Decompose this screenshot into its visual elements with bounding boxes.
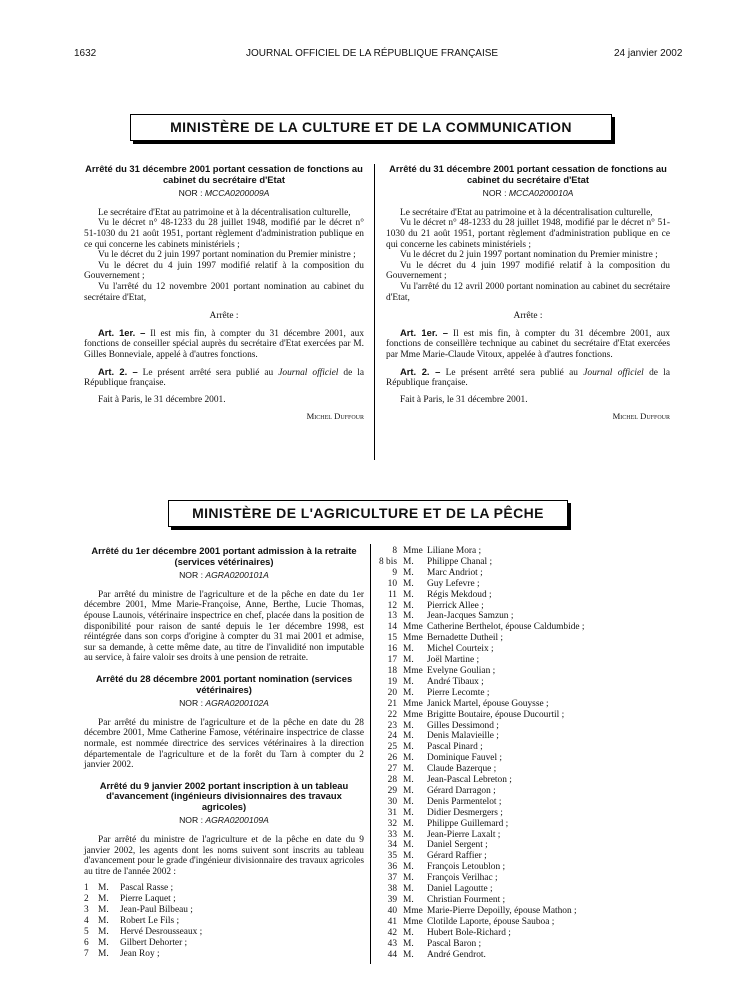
list-item-civility: M.: [403, 731, 414, 742]
list-item-name: Daniel Lagoutte ;: [427, 884, 493, 895]
list-item-name: Gilbert Dehorter ;: [120, 937, 188, 948]
list-item-civility: M.: [403, 884, 414, 895]
list-item: [375, 742, 675, 753]
article-1: Art. 1er. – Il est mis fin, à compter du 31 décembre 2001, aux fonctions de conseiller spécial auprès du secrétaire d'Etat exercées par M. Gilles Bonneviale, appelé à d'autres fonctions.: [84, 326, 365, 360]
list-item-number: 14: [387, 622, 397, 633]
list-item-civility: M.: [403, 655, 414, 666]
list-item-number: 10: [387, 578, 397, 589]
paragraph: Vu l'arrêté du 12 novembre 2001 portant nomination au cabinet du secrétaire d'Etat,: [84, 281, 364, 303]
list-item-number: 30: [387, 796, 397, 807]
list-item-number: 18: [387, 665, 397, 676]
list-item-number: 29: [387, 785, 397, 796]
list-item-name: Denis Parmentelot ;: [427, 796, 502, 807]
list-item-number: 28: [387, 775, 397, 786]
list-item-civility: Mme: [403, 916, 423, 927]
list-item-number: 39: [387, 895, 397, 905]
list-item: [375, 862, 675, 873]
list-item-civility: M.: [403, 753, 414, 764]
paragraph: Vu le décret du 2 juin 1997 portant nomination du Premier ministre ;: [98, 250, 356, 261]
paragraph: Vu l'arrêté du 12 avril 2000 portant nomination au cabinet du secrétaire d'Etat,: [386, 281, 670, 303]
list-item-number: 15: [387, 633, 397, 644]
list-item-number: 27: [387, 764, 397, 775]
list-item-civility: M.: [403, 611, 414, 622]
nor-reference: NOR : MCCA0200010A: [482, 188, 574, 199]
list-item-civility: M.: [403, 895, 414, 905]
list-item-name: Christian Fourment ;: [427, 895, 506, 905]
list-item: [375, 579, 675, 590]
list-item: [375, 633, 675, 644]
list-item-number: 1: [84, 883, 89, 894]
list-item-civility: M.: [403, 829, 414, 840]
list-item: [375, 797, 675, 808]
decree-title: Arrêté du 31 décembre 2001 portant cessation de fonctions au cabinet du secrétaire d'Etat: [389, 163, 667, 185]
list-item: [84, 938, 364, 949]
paragraph: Le secrétaire d'Etat au patrimoine et à la décentralisation culturelle,: [400, 207, 653, 218]
decree-left: [84, 164, 364, 422]
list-item-civility: M.: [403, 818, 414, 829]
list-item-name: Pascal Pinard ;: [427, 742, 483, 753]
list-item-name: Didier Desmergers ;: [427, 807, 503, 818]
list-item-number: 36: [387, 862, 397, 873]
list-item-civility: M.: [98, 916, 109, 927]
list-item: [375, 568, 675, 579]
list-item-name: Brigitte Boutaire, épouse Ducourtil ;: [427, 709, 565, 720]
list-item-name: Liliane Mora ;: [427, 546, 482, 556]
list-item: [375, 644, 675, 655]
list-item-number: 33: [387, 829, 397, 840]
decree-title: Arrêté du 1er décembre 2001 portant admission à la retraite (services vétérinaires): [91, 545, 357, 567]
list-item-civility: M.: [403, 556, 414, 567]
column-divider: [374, 164, 375, 460]
list-item-number: 20: [387, 687, 397, 698]
list-item-name: Dominique Fauvel ;: [427, 753, 502, 764]
list-item-number: 23: [387, 720, 397, 731]
list-item-name: Guy Lefevre ;: [427, 578, 480, 589]
list-item: [375, 677, 675, 688]
list-item: [84, 883, 364, 894]
list-item: [375, 928, 675, 939]
list-item-civility: M.: [403, 600, 414, 611]
list-item-number: 12: [387, 600, 397, 611]
list-item-name: Jean-Pierre Laxalt ;: [427, 829, 501, 840]
paragraph: Vu le décret du 4 juin 1997 modifié relatif à la composition du Gouvernement ;: [386, 260, 670, 282]
list-item-name: André Gendrot.: [427, 949, 486, 960]
nor-reference: NOR : AGRA0200102A: [179, 698, 269, 709]
list-item-civility: M.: [403, 644, 414, 655]
list-item-name: Jean-Jacques Samzun ;: [427, 611, 514, 622]
list-item: [375, 775, 675, 786]
list-item-number: 25: [387, 742, 397, 753]
paragraph: Par arrêté du ministre de l'agriculture et de la pêche en date du 9 janvier 2002, les agents dont les noms suivent sont inscrits au tableau d'avancement pour le grade d'ingénieur divisionnaire des travaux agricoles au titre de l'année 2002 :: [84, 835, 364, 877]
list-item-civility: M.: [403, 775, 414, 786]
signature: Michel Duffour: [612, 411, 670, 422]
paragraph: Vu le décret n° 48-1233 du 28 juillet 1948, modifié par le décret n° 51-1030 du 21 août 1951, portant règlement d'administration publique en ce qui concerne les cabinets ministériels ;: [386, 218, 670, 250]
article-1: Art. 1er. – Il est mis fin, à compter du 31 décembre 2001, aux fonctions de conseillère technique au cabinet du secrétaire d'Etat exercées par Mme Marie-Claude Vitoux, appelée à d'autres fonctions.: [386, 326, 671, 360]
list-item: [375, 655, 675, 666]
list-item-number: 43: [387, 938, 397, 949]
list-item-name: Pascal Rasse ;: [120, 883, 174, 894]
list-item: [375, 808, 675, 819]
list-item-number: 26: [387, 753, 397, 764]
list-item: [84, 916, 364, 927]
nor-reference: NOR : AGRA0200109A: [179, 815, 269, 826]
list-item: [375, 764, 675, 775]
column-divider: [370, 544, 371, 964]
list-item-civility: Mme: [403, 546, 423, 556]
list-item-civility: M.: [403, 807, 414, 818]
list-item-number: 34: [387, 840, 397, 851]
list-item-civility: M.: [403, 578, 414, 589]
list-item-number: 8: [392, 546, 397, 556]
list-item-name: Joël Martine ;: [427, 655, 480, 666]
arrete-label: Arrête :: [513, 311, 543, 322]
agriculture-decrees: [84, 546, 364, 960]
promotion-list-left: [84, 883, 364, 959]
list-item-number: 31: [387, 807, 397, 818]
list-item-number: 2: [84, 894, 89, 905]
list-item-number: 19: [387, 676, 397, 687]
list-item-number: 35: [387, 851, 397, 862]
paragraph: Vu le décret du 4 juin 1997 modifié relatif à la composition du Gouvernement ;: [84, 260, 364, 282]
list-item-name: André Tibaux ;: [427, 676, 484, 687]
decree-title: Arrêté du 9 janvier 2002 portant inscription à un tableau d'avancement (ingénieurs divisionnaires des travaux agricoles): [99, 779, 349, 812]
list-item-civility: Mme: [403, 905, 423, 916]
ministry-heading-culture: MINISTÈRE DE LA CULTURE ET DE LA COMMUNICATION: [130, 114, 612, 141]
list-item-number: 22: [387, 709, 397, 720]
article-2: Art. 2. – Le présent arrêté sera publié au Journal officiel de la République française.: [386, 365, 671, 389]
list-item-civility: Mme: [403, 622, 423, 633]
nor-reference: NOR : AGRA0200101A: [179, 570, 269, 581]
signature: Michel Duffour: [306, 411, 364, 422]
list-item-civility: Mme: [403, 709, 423, 720]
list-item-civility: Mme: [403, 698, 423, 709]
list-item-name: Claude Bazerque ;: [427, 764, 497, 775]
page-number: 1632: [74, 48, 97, 59]
list-item: [375, 851, 675, 862]
list-item-number: 3: [84, 905, 89, 916]
list-item: [375, 895, 675, 906]
list-item-name: Philippe Chanal ;: [427, 556, 493, 567]
list-item: [375, 906, 675, 917]
list-item-civility: M.: [403, 785, 414, 796]
list-item-number: 41: [387, 916, 397, 927]
list-item-name: Denis Malavieille ;: [427, 731, 499, 742]
list-item-civility: M.: [403, 938, 414, 949]
list-item: [375, 873, 675, 884]
list-item-number: 9: [392, 567, 397, 578]
list-item-civility: M.: [403, 567, 414, 578]
fait-a-paris: Fait à Paris, le 31 décembre 2001.: [400, 394, 528, 405]
list-item-name: Gérard Raffier ;: [427, 851, 487, 862]
list-item-civility: M.: [98, 905, 109, 916]
list-item-number: 7: [84, 948, 89, 959]
list-item-name: Robert Le Fils ;: [120, 916, 180, 927]
journal-title: JOURNAL OFFICIEL DE LA RÉPUBLIQUE FRANÇAISE: [246, 48, 499, 59]
promotion-list-continued: [375, 546, 675, 960]
list-item-number: 11: [387, 589, 397, 600]
list-item: [375, 590, 675, 601]
list-item-name: Jean Roy ;: [120, 948, 160, 959]
list-item: [375, 950, 675, 961]
list-item-name: Philippe Guillemard ;: [427, 818, 509, 829]
list-item-name: Pierrick Allee ;: [427, 600, 484, 611]
promotion-list-right: [375, 546, 675, 960]
ministry-heading-agriculture: MINISTÈRE DE L'AGRICULTURE ET DE LA PÊCHE: [168, 500, 568, 527]
list-item: [84, 927, 364, 938]
list-item-name: François Verilhac ;: [427, 873, 498, 884]
list-item-civility: M.: [98, 894, 109, 905]
list-item-civility: M.: [403, 873, 414, 884]
list-item: [375, 557, 675, 568]
list-item-name: Gérard Darragon ;: [427, 785, 496, 796]
issue-date: 24 janvier 2002: [614, 48, 683, 59]
list-item: [375, 917, 675, 928]
nor-reference: NOR : MCCA0200009A: [178, 188, 270, 199]
list-item-number: 37: [387, 873, 397, 884]
list-item: [375, 699, 675, 710]
paragraph: Par arrêté du ministre de l'agriculture et de la pêche en date du 1er décembre 2001, Mme Marie-Françoise, Anne, Berthe, Lucie Thomas, épouse Launois, vétérinaire inspectrice en chef, placée dans la position de disponibilité pour raison de santé depuis le 1er décembre 1998, est réintégrée dans son corps d'origine à compter du 31 mai 2001 et admise, sur sa demande, à cette même date, au titre de l'invalidité non imputable au service, à faire valoir ses droits à une pension de retraite.: [84, 589, 364, 664]
list-item-name: Pascal Baron ;: [427, 938, 482, 949]
list-item-name: Clotilde Laporte, épouse Sauboa ;: [427, 916, 555, 927]
list-item-number: 42: [387, 927, 397, 938]
list-item: [375, 884, 675, 895]
list-item-name: Evelyne Goulian ;: [427, 665, 496, 676]
list-item-number: 40: [387, 905, 397, 916]
list-item-name: Janick Martel, épouse Gouysse ;: [427, 698, 549, 709]
list-item-name: Jean-Pascal Lebreton ;: [427, 775, 512, 786]
list-item-civility: M.: [403, 720, 414, 731]
list-item: [375, 939, 675, 950]
list-item-number: 5: [84, 927, 89, 938]
list-item-name: Jean-Paul Bilbeau ;: [120, 905, 193, 916]
list-item-civility: M.: [403, 851, 414, 862]
list-item: [375, 840, 675, 851]
list-item: [84, 905, 364, 916]
list-item-name: François Letoublon ;: [427, 862, 506, 873]
list-item-number: 6: [84, 937, 89, 948]
list-item-name: Marc Andriot ;: [427, 567, 483, 578]
list-item: [375, 688, 675, 699]
list-item-civility: Mme: [403, 665, 423, 676]
list-item-number: 21: [387, 698, 397, 709]
list-item-number: 8 bis: [379, 556, 397, 567]
list-item: [84, 894, 364, 905]
list-item-number: 38: [387, 884, 397, 895]
list-item: [375, 710, 675, 721]
list-item: [375, 611, 675, 622]
list-item-number: 17: [387, 655, 397, 666]
decree-title: Arrêté du 31 décembre 2001 portant cessation de fonctions au cabinet du secrétaire d'Etat: [85, 163, 363, 185]
paragraph: Vu le décret n° 48-1233 du 28 juillet 1948, modifié par le décret n° 51-1030 du 21 août 1951, portant règlement d'administration publique en ce qui concerne les cabinets ministériels ;: [84, 218, 364, 250]
list-item-civility: M.: [403, 676, 414, 687]
list-item: [375, 830, 675, 841]
paragraph: Le secrétaire d'Etat au patrimoine et à la décentralisation culturelle,: [98, 207, 351, 218]
list-item-civility: Mme: [403, 633, 423, 644]
list-item-civility: M.: [403, 840, 414, 851]
list-item: [375, 819, 675, 830]
list-item-civility: M.: [403, 796, 414, 807]
decree-right: [386, 164, 670, 422]
list-item: [375, 721, 675, 732]
list-item-civility: M.: [98, 883, 109, 894]
list-item-name: Bernadette Dutheil ;: [427, 633, 504, 644]
list-item-number: 13: [387, 611, 397, 622]
list-item-number: 4: [84, 916, 89, 927]
list-item-name: Hervé Desrousseaux ;: [120, 927, 203, 938]
list-item-civility: M.: [98, 937, 109, 948]
list-item: [84, 949, 364, 960]
arrete-label: Arrête :: [209, 311, 239, 322]
list-item-number: 44: [387, 949, 397, 960]
paragraph: Vu le décret du 2 juin 1997 portant nomination du Premier ministre ;: [400, 250, 658, 261]
list-item-name: Pierre Lecomte ;: [427, 687, 490, 698]
list-item-civility: M.: [403, 764, 414, 775]
list-item-name: Michel Courteix ;: [427, 644, 494, 655]
list-item-civility: M.: [98, 927, 109, 938]
list-item: [375, 786, 675, 797]
list-item-name: Catherine Berthelot, épouse Caldumbide ;: [427, 622, 585, 633]
list-item-number: 24: [387, 731, 397, 742]
list-item-name: Hubert Bole-Richard ;: [427, 927, 511, 938]
list-item-civility: M.: [403, 862, 414, 873]
list-item-number: 32: [387, 818, 397, 829]
list-item: [375, 666, 675, 677]
list-item-civility: M.: [403, 742, 414, 753]
list-item-civility: M.: [98, 948, 109, 959]
list-item-name: Daniel Sergent ;: [427, 840, 488, 851]
list-item-name: Pierre Laquet ;: [120, 894, 176, 905]
list-item-civility: M.: [403, 687, 414, 698]
list-item-civility: M.: [403, 949, 414, 960]
decree-title: Arrêté du 28 décembre 2001 portant nomination (services vétérinaires): [95, 672, 353, 695]
list-item-number: 16: [387, 644, 397, 655]
paragraph: Par arrêté du ministre de l'agriculture et de la pêche en date du 28 décembre 2001, Mme Catherine Famose, vétérinaire inspectrice de classe normale, est nommée directrice des services vétérinaires à la direction départementale de l'agriculture et de la forêt du Tarn à compter du 2 janvier 2002.: [84, 717, 364, 771]
list-item: [375, 546, 675, 557]
list-item: [375, 622, 675, 633]
list-item-civility: M.: [403, 927, 414, 938]
list-item: [375, 731, 675, 742]
article-2: Art. 2. – Le présent arrêté sera publié au Journal officiel de la République française.: [84, 365, 365, 389]
list-item-name: Gilles Dessimond ;: [427, 720, 499, 731]
list-item: [375, 753, 675, 764]
list-item-name: Marie-Pierre Depoilly, épouse Mathon ;: [427, 905, 577, 916]
list-item: [375, 601, 675, 612]
list-item-name: Régis Mekdoud ;: [427, 589, 492, 600]
list-item-civility: M.: [403, 589, 414, 600]
fait-a-paris: Fait à Paris, le 31 décembre 2001.: [98, 394, 226, 405]
